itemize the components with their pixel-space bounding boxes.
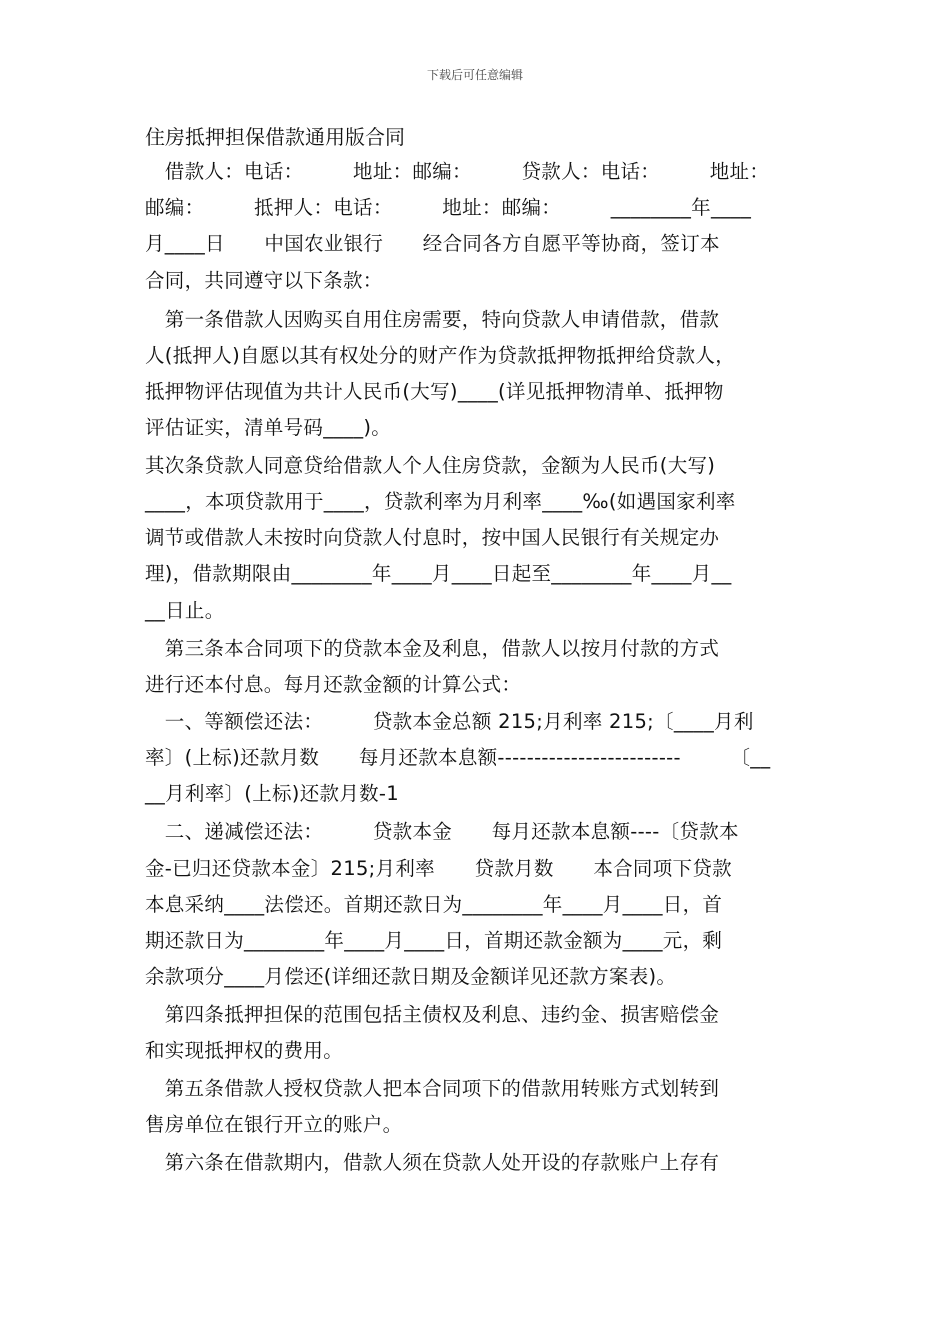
text-line: 抵押物评估现值为共计人民币(大写)____(详见抵押物清单、抵押物 [145, 380, 724, 403]
text-line: 二、递减偿还法： 贷款本金 每月还款本息额----〔贷款本 [145, 820, 739, 843]
text-line: 第六条在借款期内，借款人须在贷款人处开设的存款账户上存有 [145, 1151, 720, 1174]
text-line: 人(抵押人)自愿以其有权处分的财产作为贷款抵押物抵押给贷款人， [145, 344, 736, 367]
document-title: 住房抵押担保借款通用版合同 [145, 125, 405, 149]
text-line: 月____日 中国农业银行 经合同各方自愿平等协商，签订本 [145, 232, 720, 255]
text-line: 第五条借款人授权贷款人把本合同项下的借款用转账方式划转到 [145, 1077, 720, 1100]
text-line: 金-已归还贷款本金〕215;月利率 贷款月数 本合同项下贷款 [145, 857, 732, 880]
header-note: 下载后可任意编辑 [426, 68, 523, 82]
text-line: 理)，借款期限由________年____月____日起至________年____月__ [145, 562, 732, 585]
text-line: 本息采纳____法偿还。首期还款日为________年____月____日，首 [145, 893, 723, 916]
text-line: 余款项分____月偿还(详细还款日期及金额详见还款方案表)。 [145, 965, 677, 988]
text-line: __月利率〕(上标)还款月数-1 [145, 782, 399, 805]
text-line: ____，本项贷款用于____，贷款利率为月利率____‰(如遇国家利率 [145, 490, 736, 513]
text-line: 借款人：电话： 地址：邮编： 贷款人：电话： 地址： [145, 160, 770, 183]
text-line: 第四条抵押担保的范围包括主债权及利息、违约金、损害赔偿金 [145, 1003, 720, 1026]
text-line: 评估证实，清单号码____)。 [145, 416, 392, 439]
text-line: __日止。 [145, 599, 225, 622]
text-line: 售房单位在银行开立的账户。 [145, 1113, 403, 1136]
text-line: 其次条贷款人同意贷给借款人个人住房贷款，金额为人民币(大写) [145, 454, 716, 477]
text-line: 进行还本付息。每月还款金额的计算公式： [145, 673, 522, 696]
text-line: 调节或借款人未按时向贷款人付息时，按中国人民银行有关规定办 [145, 526, 720, 549]
text-line: 第三条本合同项下的贷款本金及利息，借款人以按月付款的方式 [145, 637, 720, 660]
text-line: 率〕(上标)还款月数 每月还款本息额------------------------- 〔__ [145, 746, 771, 769]
text-line: 期还款日为________年____月____日，首期还款金额为____元，剩 [145, 929, 723, 952]
text-line: 和实现抵押权的费用。 [145, 1039, 344, 1062]
text-line: 邮编： 抵押人：电话： 地址：邮编： ________年____ [145, 196, 752, 219]
text-line: 一、等额偿还法： 贷款本金总额 215;月利率 215;〔____月利 [145, 710, 754, 733]
text-line: 合同，共同遵守以下条款： [145, 269, 383, 292]
text-line: 第一条借款人因购买自用住房需要，特向贷款人申请借款，借款 [145, 308, 720, 331]
